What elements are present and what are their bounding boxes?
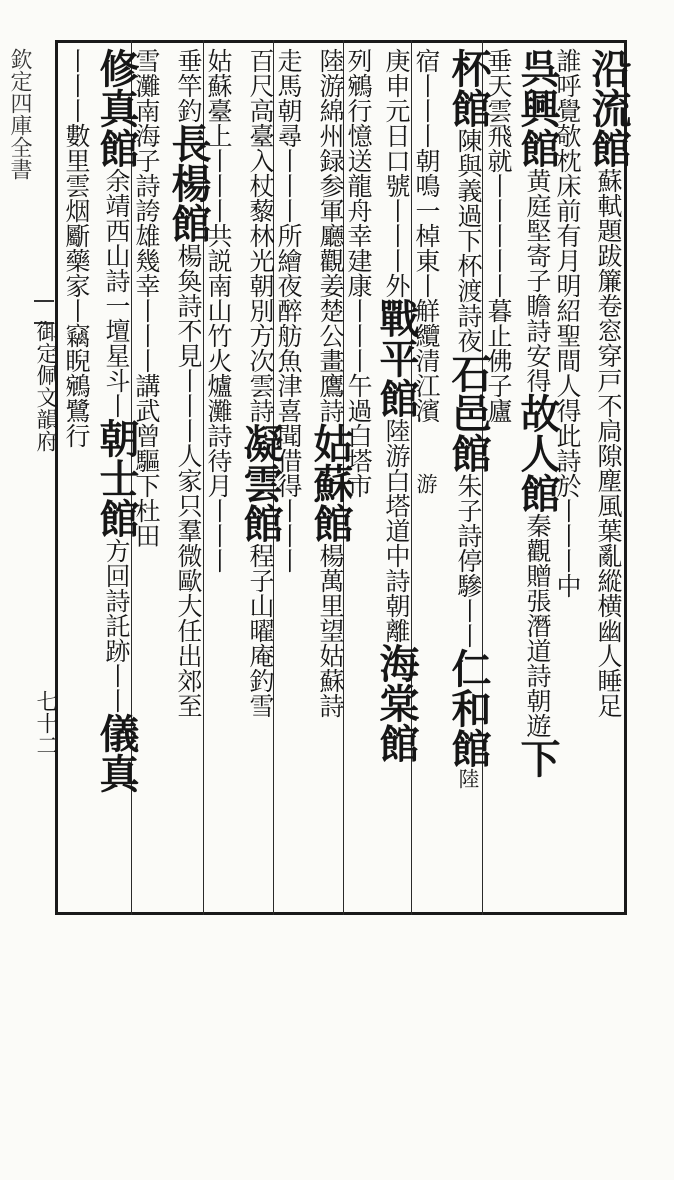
text-column — [486, 48, 511, 908]
entry-text: 灘詩待月丨丨丨 — [204, 398, 233, 573]
entry-text: 宿丨丨丨朝鳴一棹東 — [412, 48, 441, 273]
entry-heading: 姑蘇館 — [307, 423, 354, 543]
entry-text: 楊奐詩不見丨丨丨人家只羣微歐大任出郊至 — [174, 243, 203, 718]
entry-text: 陳與義過下杯渡詩夜 — [454, 128, 483, 353]
entry-text: 誰呼覺欹枕床前有月明 — [553, 48, 582, 298]
entry-text: 楊萬里望姑蘇詩 — [316, 543, 345, 718]
entry-heading: 儀真 — [93, 713, 140, 793]
entry-text: 游 — [414, 473, 438, 494]
text-column — [93, 48, 140, 908]
text-column — [414, 48, 439, 908]
entry-text: 姑蘇臺上丨丨丨共説南山竹火爐 — [204, 48, 233, 398]
entry-heading: 長楊館 — [165, 123, 212, 243]
entry-text: 程子山曜庵釣雪 — [246, 543, 275, 718]
entry-text: 簾卷窓穿戸不扃隙塵風葉亂縱横幽人睡足 — [594, 268, 623, 718]
outer-margin-text: 欽定四庫全書 — [7, 48, 32, 180]
entry-text: 雪灘 — [132, 48, 161, 98]
text-column — [64, 48, 89, 908]
entry-text: 喜聞借得丨丨丨 — [274, 398, 303, 573]
entry-heading: 下 — [514, 738, 561, 778]
entry-heading: 故人館 — [514, 393, 561, 513]
entry-heading: 沿流館 — [585, 48, 632, 168]
entry-heading: 海棠館 — [373, 643, 420, 763]
entry-text: 陸 — [456, 768, 480, 789]
entry-text: 蘇軾題跋 — [594, 168, 623, 268]
entry-text: 垂竿釣 — [174, 48, 203, 123]
entry-text: 百尺高臺入杖藜林光朝別方次雲詩 — [246, 48, 275, 423]
entry-text: 丨觧纜清江濱 — [412, 273, 441, 423]
entry-text: 走馬朝尋丨丨丨所繪夜醉舫魚津 — [274, 48, 303, 398]
entry-heading: 朝士館 — [93, 418, 140, 538]
entry-text: 丨丨 — [454, 598, 483, 648]
text-column — [237, 48, 284, 908]
entry-text: 列鵷行憶送龍舟幸建康 — [344, 48, 373, 298]
entry-heading: 凝雲館 — [237, 423, 284, 543]
entry-text: 紹聖間人得此詩於丨丨丨中 — [553, 298, 582, 598]
entry-text: 丨丨丨數里雲烟斸藥家 — [62, 48, 91, 298]
entry-text: 余靖西山詩一壇星斗丨 — [102, 168, 131, 418]
entry-text: 方回詩託跡丨丨 — [102, 538, 131, 713]
entry-heading: 杯館 — [445, 48, 492, 128]
text-column — [165, 48, 212, 908]
entry-text: 丨竊睨鵷鷺行 — [62, 298, 91, 448]
text-column — [445, 48, 492, 908]
entry-text: 陸游綿州録参軍廳觀姜楚公畫鷹詩 — [316, 48, 345, 423]
entry-heading: 修真館 — [93, 48, 140, 168]
entry-text: 丨丨丨午過白塔市 — [344, 298, 373, 498]
entry-text: 秦觀贈張潛道詩朝遊 — [523, 513, 552, 738]
entry-text: 垂天雲飛就丨丨丨 — [484, 48, 513, 248]
entry-text — [412, 423, 441, 473]
entry-text: 南海子詩誇雄幾幸丨丨丨講武曾驅下杜田 — [132, 98, 161, 548]
text-column — [514, 48, 561, 908]
entry-heading: 石邑館 — [445, 353, 492, 473]
entry-heading: 呉興館 — [514, 48, 561, 168]
book-title: 御定佩文韻府 — [33, 320, 58, 452]
text-column — [585, 48, 632, 908]
text-column — [307, 48, 354, 908]
text-column — [373, 48, 420, 908]
entry-text: 黄庭堅寄子瞻詩安得 — [523, 168, 552, 393]
entry-text: 朱子詩停驂 — [454, 473, 483, 598]
entry-text: 丨丨暮止佛子廬 — [484, 248, 513, 423]
entry-text: 陸游白塔道中詩朝離 — [382, 418, 411, 643]
page-number: 七十二 — [33, 690, 58, 756]
entry-text: 庚申元日口號丨丨丨外 — [382, 48, 411, 298]
entry-heading: 仁和館 — [445, 648, 492, 768]
entry-heading: 戰平館 — [373, 298, 420, 418]
